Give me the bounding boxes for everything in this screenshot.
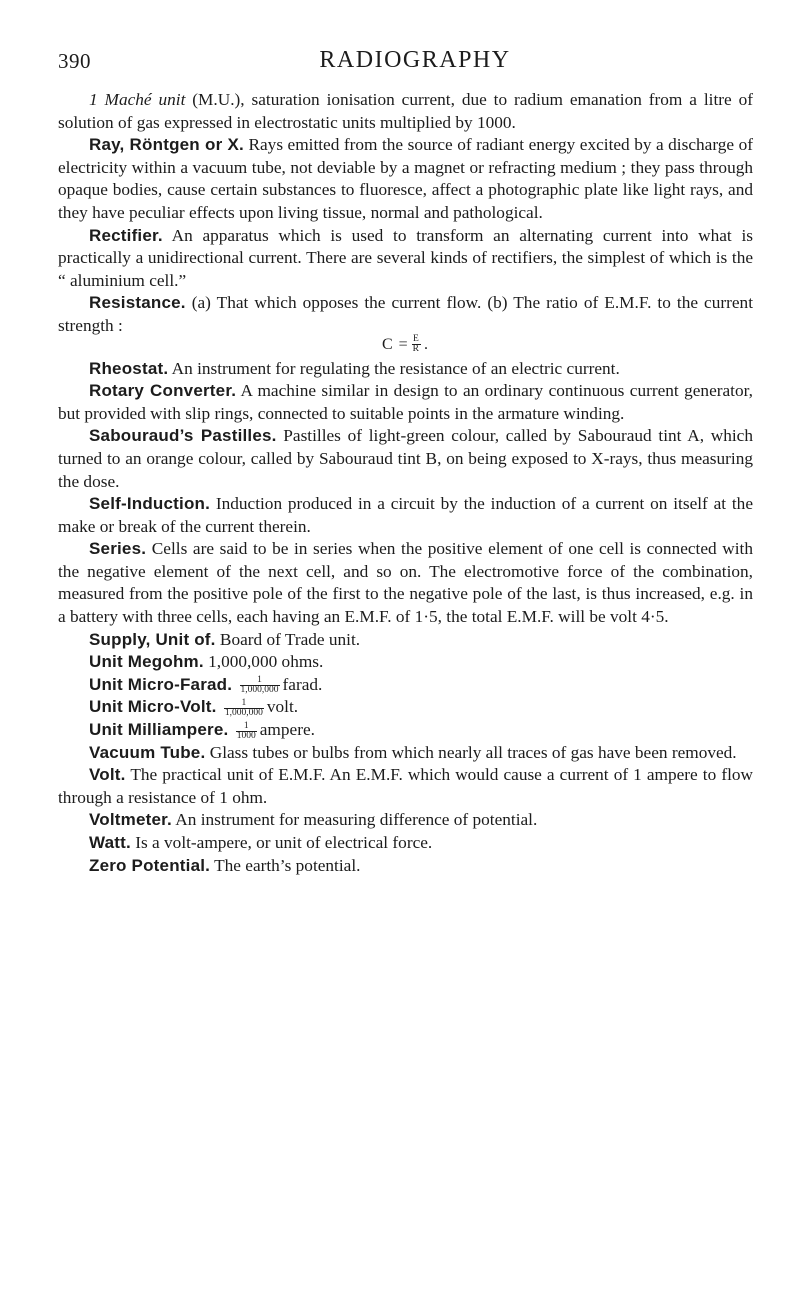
entry-term: Unit Megohm. (89, 652, 204, 672)
entry-self-induction (58, 493, 753, 538)
glossary-body (58, 89, 753, 877)
unit-label: farad. (282, 674, 323, 694)
entry-term: Sabouraud’s Pastilles. (89, 426, 277, 446)
fraction-numerator: 1 (224, 699, 264, 709)
entry-text: (M.U.), saturation ionisation current, due to radium emanation from a litre of solution of gas expressed in electrostatic units multiplied by 1000. (58, 90, 754, 132)
entry-volt (58, 764, 753, 809)
entry-supply-unit (58, 629, 753, 652)
entry-term: Vacuum Tube. (89, 742, 206, 762)
entry-mache-unit (58, 89, 753, 134)
unit-label: volt. (266, 697, 299, 717)
entry-ray (58, 134, 753, 224)
entry-unit-micro-farad (58, 674, 753, 697)
entry-watt (58, 832, 753, 855)
entry-text: An apparatus which is used to transform an alternating current into what is practically a unidirectional current. There are several kinds of rectifiers, the simplest of which is the “ aluminium cell.” (58, 225, 753, 290)
resistance-formula (58, 334, 753, 356)
entry-unit-megohm (58, 651, 753, 674)
entry-term: Unit Milliampere. (89, 720, 229, 740)
entry-rectifier (58, 225, 753, 293)
entry-term: Unit Micro-Farad. (89, 674, 233, 694)
entry-vacuum-tube (58, 742, 753, 765)
formula-numerator: E (412, 334, 420, 345)
entry-text: (a) That which opposes the current flow. (b) The ratio of E.M.F. to the current strength : (58, 293, 753, 335)
entry-term: Ray, Röntgen or X. (89, 135, 244, 155)
formula-tail: . (424, 335, 430, 353)
running-head: RADIOGRAPHY (319, 47, 511, 73)
entry-term: Rheostat. (89, 358, 169, 378)
entry-text: Induction produced in a circuit by the induction of a current on itself at the make or break of the current therein. (58, 494, 753, 536)
entry-term: Self-Induction. (89, 494, 211, 514)
entry-text: An instrument for regulating the resistance of an electric current. (168, 358, 620, 378)
entry-resistance (58, 292, 753, 337)
entry-text: An instrument for measuring difference of potential. (171, 810, 538, 830)
entry-term: Unit Micro-Volt. (89, 697, 217, 717)
fraction-denominator: 1,000,000 (240, 685, 279, 696)
formula-fraction (412, 335, 421, 354)
entry-text: Pastilles of light-green colour, called by Sabouraud tint A, which turned to an orange colour, called by Sabouraud tint B, on being exposed to X-rays, thus measuring the dose. (58, 426, 753, 491)
entry-voltmeter (58, 809, 753, 832)
entry-term: Voltmeter. (89, 810, 172, 830)
entry-zero-potential (58, 855, 753, 878)
fraction-denominator: 1000 (236, 730, 256, 741)
fraction (224, 699, 264, 718)
formula-denominator: R (412, 344, 421, 355)
fraction (236, 722, 257, 741)
entry-text: A machine similar in design to an ordinary continuous current generator, but provided with slip rings, connected to suitable points in the armature winding. (58, 381, 753, 423)
entry-series (58, 538, 753, 628)
entry-term: Volt. (89, 765, 126, 785)
entry-text: Is a volt-ampere, or unit of electrical force. (130, 833, 433, 852)
entry-term: Resistance. (89, 293, 186, 313)
entry-text: The earth’s potential. (210, 855, 361, 875)
entry-rheostat (58, 358, 753, 381)
entry-text: Glass tubes or bulbs from which nearly all traces of gas have been removed. (205, 742, 737, 762)
entry-text: The practical unit of E.M.F. An E.M.F. which would cause a current of 1 ampere to flow through a resistance of 1 ohm. (58, 765, 753, 807)
entry-term: Series. (89, 539, 147, 559)
entry-term: Rotary Converter. (89, 381, 237, 401)
entry-unit-milliampere (58, 719, 753, 742)
entry-text: 1,000,000 ohms. (203, 652, 324, 672)
entry-term: 1 Maché unit (89, 90, 186, 109)
entry-term: Watt. (89, 833, 131, 852)
entry-text: Cells are said to be in series when the positive element of one cell is connected with the negative element of the next cell, and so on. The electromotive force of the combination, measured from the positive pole of the first to the negative pole of the last, is thus increased, e.g. in a battery with three cells, each having an E.M.F. of 1·5, the total E.M.F. will be volt 4·5. (58, 539, 753, 627)
entry-term: Rectifier. (89, 225, 163, 245)
formula-lhs: C = (381, 335, 409, 353)
entry-text: Rays emitted from the source of radiant energy excited by a discharge of electricity within a vacuum tube, not deviable by a magnet or refracting medium ; they pass through opaque bodies, cause certain substances to fluoresce, affect a photographic plate like light rays, and they have peculiar effects upon living tissue, normal and pathological. (58, 135, 753, 222)
entry-unit-micro-volt (58, 696, 753, 719)
page-number: 390 (58, 49, 91, 73)
fraction-numerator: 1 (236, 722, 257, 732)
entry-sabouraud-pastilles (58, 425, 753, 493)
fraction (240, 676, 280, 695)
entry-term: Supply, Unit of. (89, 629, 216, 649)
entry-text: Board of Trade unit. (215, 629, 361, 649)
fraction-numerator: 1 (240, 676, 280, 686)
entry-term: Zero Potential. (89, 855, 211, 875)
unit-label: ampere. (259, 720, 315, 740)
fraction-denominator: 1,000,000 (224, 707, 263, 718)
entry-rotary-converter (58, 380, 753, 425)
